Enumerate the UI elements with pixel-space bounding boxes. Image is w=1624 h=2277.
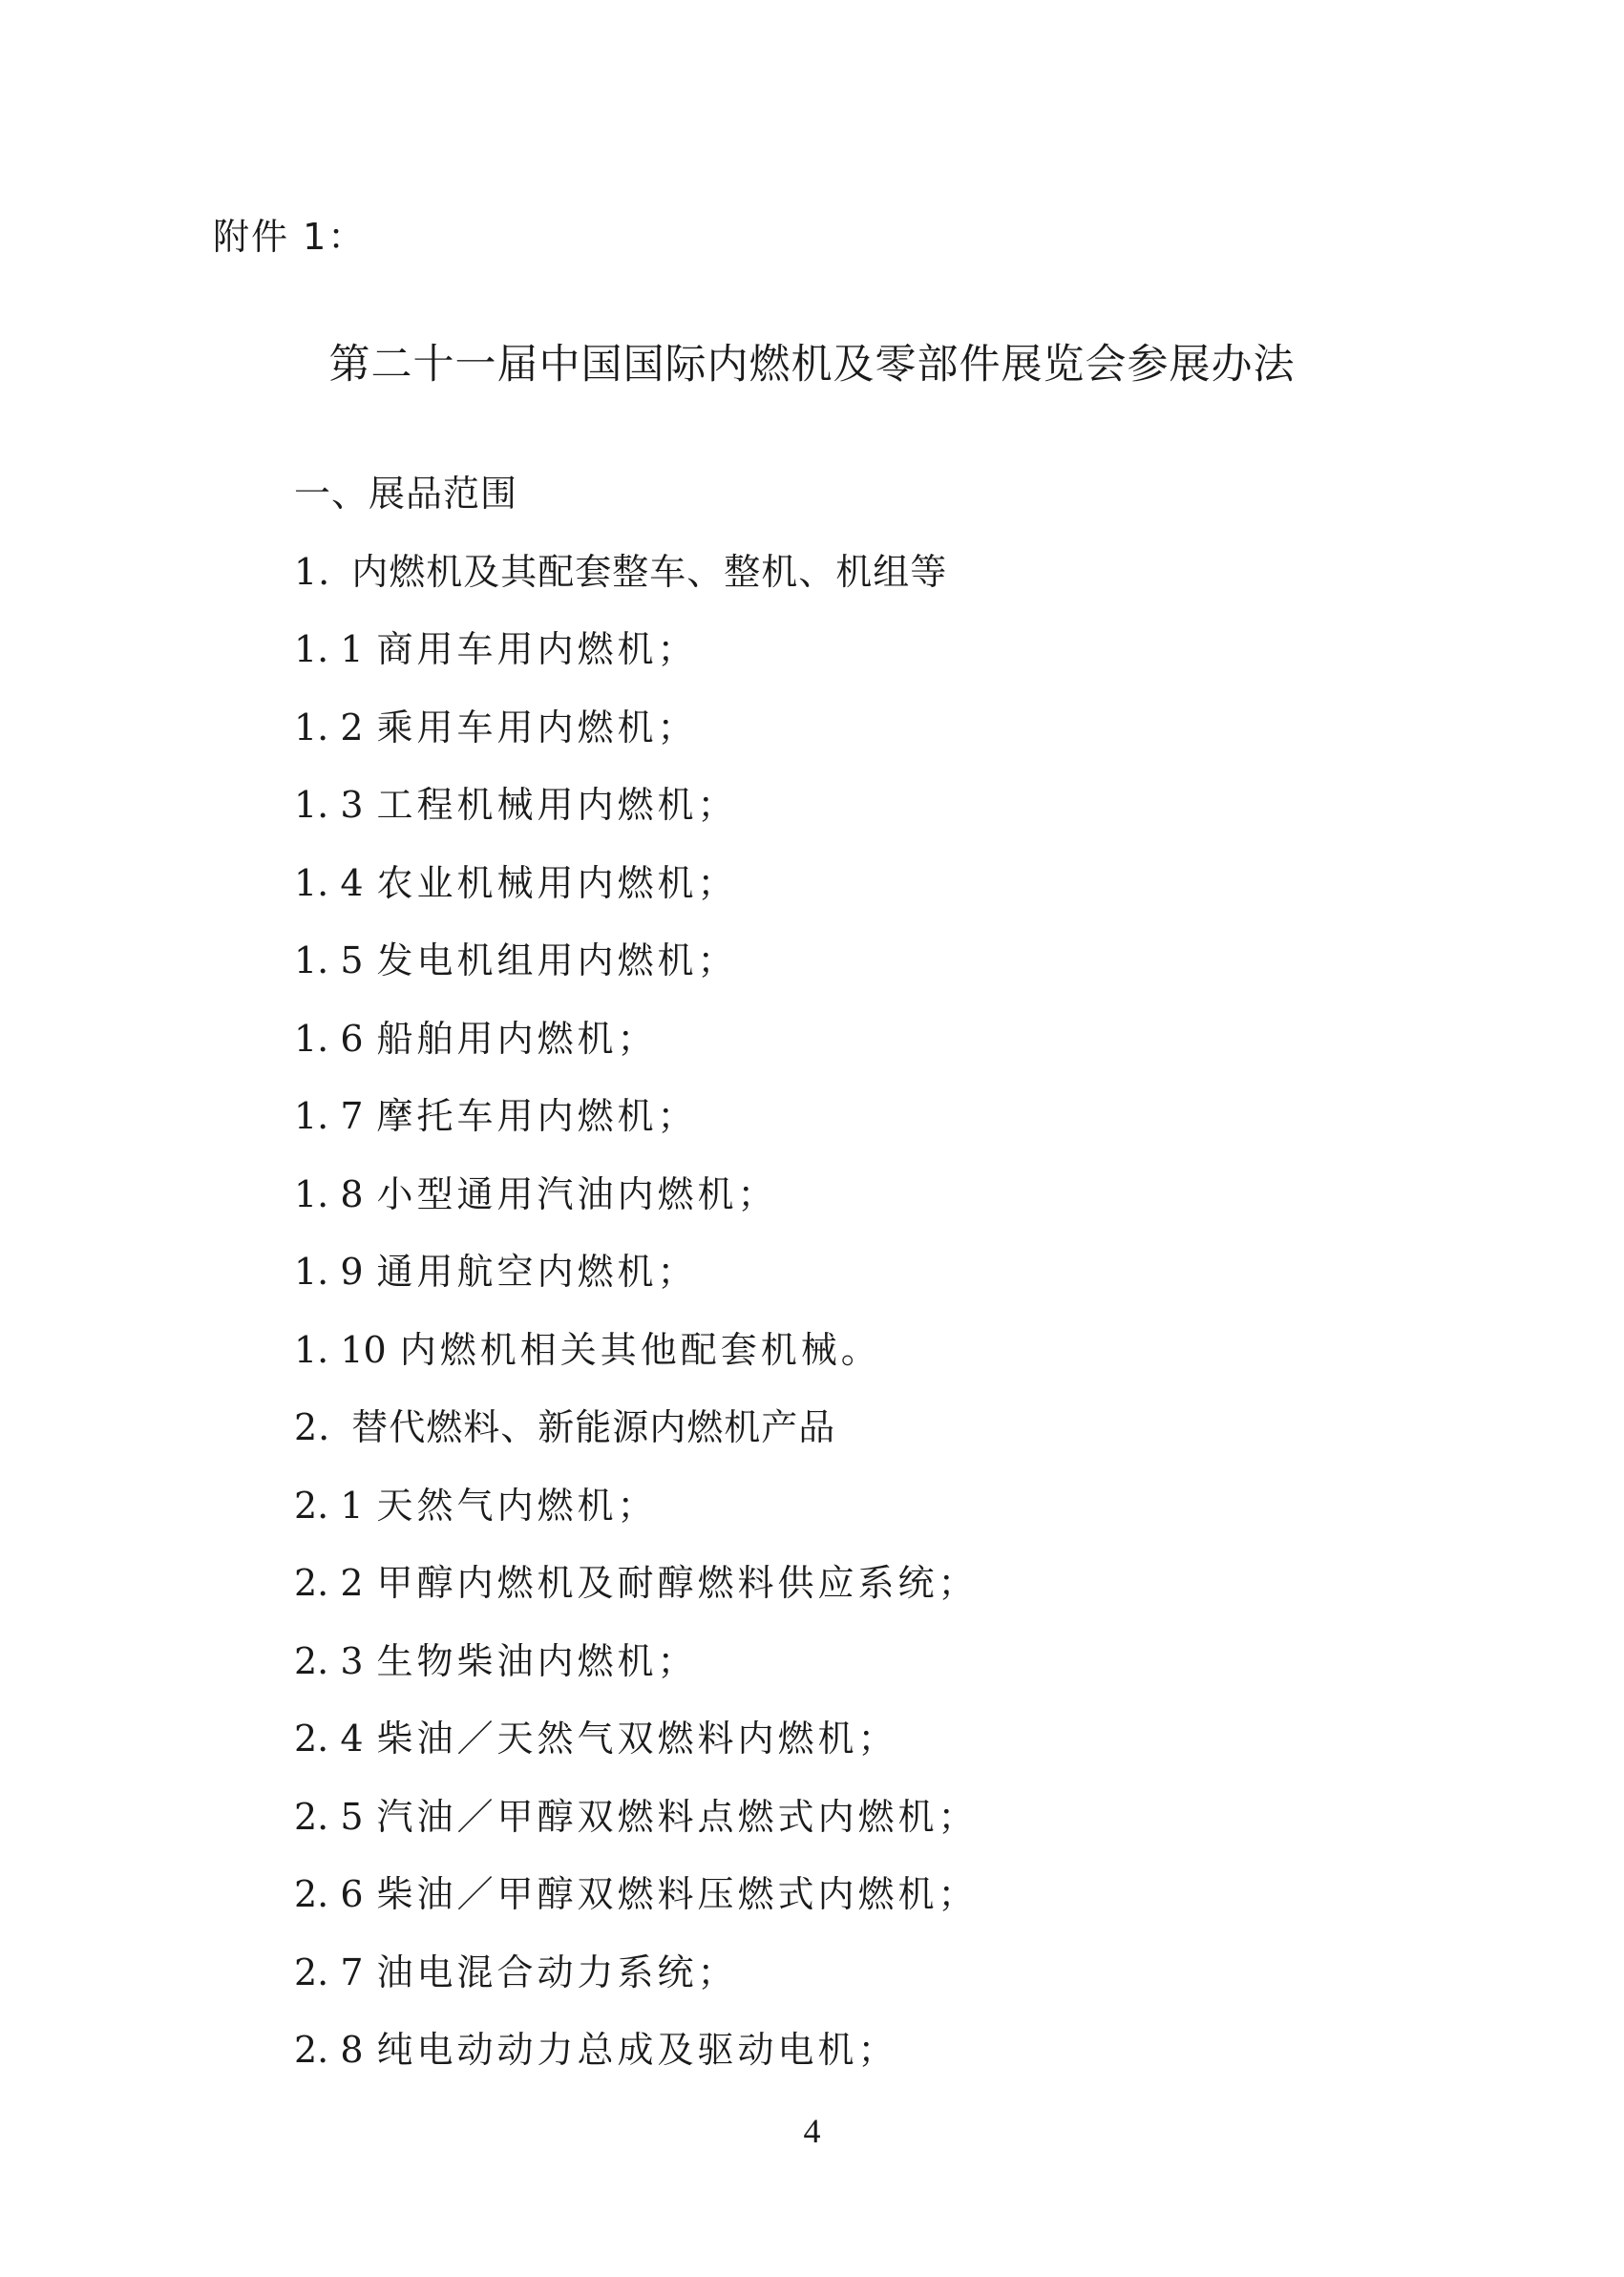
list-item [294,1551,1421,1630]
item-text: 小型通用汽油内燃机； [376,1172,778,1215]
item-text: 发电机组用内燃机； [376,939,738,981]
item-number: 2. 6 [294,1873,364,1915]
page-number: 4 [803,2112,821,2150]
item-text: 油电混合动力系统； [376,1950,738,1993]
item-number: 2. 4 [294,1718,364,1760]
item-number: 2. 5 [294,1795,364,1838]
item-number: 1. 5 [294,939,364,981]
item-text: 天然气内燃机； [376,1484,658,1527]
item-number: 1. 10 [294,1328,387,1371]
subsection-number: 2. [294,1406,331,1448]
section-heading: 一、展品范围 [294,473,518,515]
item-text: 纯电动动力总成及驱动电机； [376,2029,898,2071]
list-item [294,852,1421,930]
list-item [294,1941,1421,2019]
list-item [294,1240,1421,1318]
item-number: 2. 8 [294,2029,364,2071]
subsection-number: 1. [294,550,331,593]
item-text: 乘用车用内燃机； [376,706,698,748]
document-body [294,462,1421,2097]
subsection-heading-2 [294,1396,1421,1474]
list-item [294,1085,1421,1163]
list-item [294,696,1421,774]
list-item [294,1707,1421,1785]
item-number: 1. 4 [294,861,364,904]
item-number: 2. 7 [294,1950,364,1993]
item-text: 内燃机相关其他配套机械。 [399,1328,881,1371]
attachment-label: 附件 1： [213,216,367,258]
subsection-heading-1 [294,540,1421,619]
item-text: 生物柴油内燃机； [376,1639,698,1682]
item-text: 甲醇内燃机及耐醇燃料供应系统； [376,1562,979,1604]
item-number: 1. 9 [294,1251,364,1293]
item-number: 1. 2 [294,706,364,748]
item-text: 汽油／甲醇双燃料点燃式内燃机； [376,1795,979,1838]
item-number: 1. 8 [294,1172,364,1215]
list-item [294,1007,1421,1086]
list-item [294,1863,1421,1941]
item-text: 通用航空内燃机； [376,1251,698,1293]
list-item [294,1318,1421,1397]
item-number: 1. 7 [294,1095,364,1137]
item-number: 2. 2 [294,1562,364,1604]
item-text: 工程机械用内燃机； [376,784,738,826]
list-item [294,1785,1421,1864]
item-number: 2. 1 [294,1484,364,1527]
list-item [294,618,1421,696]
item-text: 摩托车用内燃机； [376,1095,698,1137]
list-item [294,1630,1421,1708]
item-text: 农业机械用内燃机； [376,861,738,904]
subsection-text: 内燃机及其配套整车、整机、机组等 [351,550,948,593]
list-item [294,929,1421,1007]
item-text: 商用车用内燃机； [376,628,698,670]
subsection-text: 替代燃料、新能源内燃机产品 [351,1406,836,1448]
list-item [294,773,1421,852]
list-item [294,1474,1421,1552]
item-number: 1. 3 [294,784,364,826]
list-item [294,1163,1421,1241]
item-number: 2. 3 [294,1639,364,1682]
item-number: 1. 6 [294,1017,364,1060]
item-text: 柴油／天然气双燃料内燃机； [376,1718,898,1760]
item-text: 船舶用内燃机； [376,1017,658,1060]
document-title: 第二十一届中国国际内燃机及零部件展览会参展办法 [328,341,1296,389]
item-text: 柴油／甲醇双燃料压燃式内燃机； [376,1873,979,1915]
list-item [294,2018,1421,2097]
item-number: 1. 1 [294,628,364,670]
